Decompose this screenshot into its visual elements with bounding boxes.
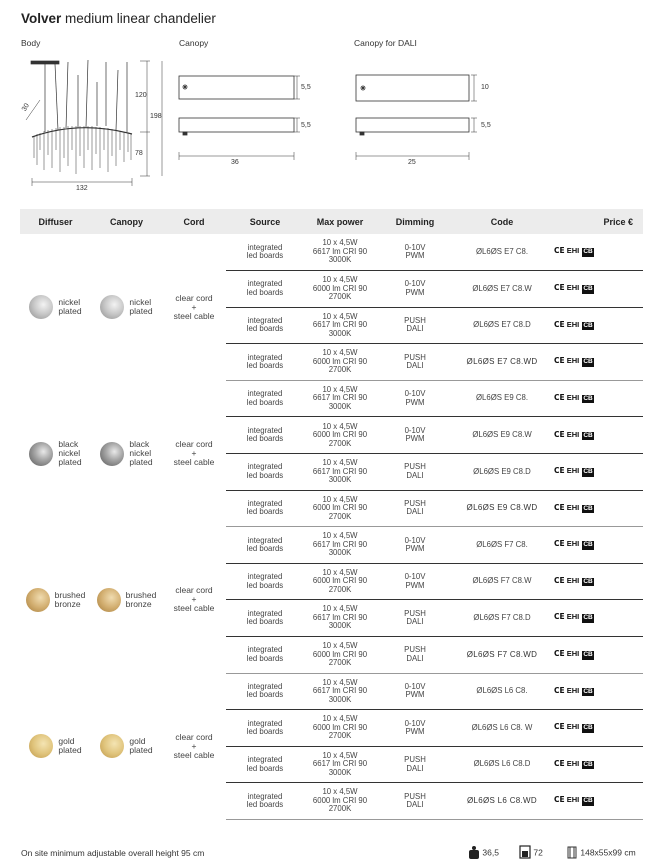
canopy-finish-swatch [100, 442, 124, 466]
eac-mark: EHI [566, 502, 580, 512]
dim-body-width: 132 [76, 185, 88, 192]
max-power-cell: 10 x 4,5W 6000 lm CRI 90 2700K [304, 417, 376, 454]
product-code: ØL6ØS E7 C8.WD [454, 344, 550, 381]
ce-mark: CE [554, 283, 565, 293]
dimming-cell: 0-10V PWM [376, 563, 454, 600]
canopy-finish-swatch [100, 734, 124, 758]
product-code: ØL6ØS F7 C8.WD [454, 637, 550, 674]
source-cell: integrated led boards [226, 380, 304, 417]
max-power-cell: 10 x 4,5W 6617 lm CRI 90 3000K [304, 307, 376, 344]
max-power-cell: 10 x 4,5W 6617 lm CRI 90 3000K [304, 380, 376, 417]
certification-marks [550, 637, 643, 674]
dimming-cell: 0-10V PWM [376, 710, 454, 747]
ce-mark: CE [554, 429, 565, 439]
max-power-cell: 10 x 4,5W 6617 lm CRI 90 3000K [304, 454, 376, 491]
max-power-cell: 10 x 4,5W 6000 lm CRI 90 2700K [304, 271, 376, 308]
product-code: ØL6ØS E9 C8.W [454, 417, 550, 454]
certification-marks [550, 344, 643, 381]
chandelier-drawing [26, 60, 162, 186]
body-drawing-label: Body [21, 38, 41, 48]
certification-marks [550, 234, 643, 271]
dimming-cell: 0-10V PWM [376, 271, 454, 308]
package-info [566, 845, 636, 861]
source-cell: integrated led boards [226, 344, 304, 381]
cord-cell: clear cord + steel cable [173, 292, 215, 321]
product-code: ØL6ØS E9 C8.D [454, 454, 550, 491]
max-power-cell: 10 x 4,5W 6000 lm CRI 90 2700K [304, 563, 376, 600]
dim-canopy-width: 36 [231, 159, 239, 166]
source-cell: integrated led boards [226, 490, 304, 527]
product-code: ØL6ØS L6 C8.WD [454, 783, 550, 820]
product-code: ØL6ØS E7 C8.D [454, 307, 550, 344]
dim-canopy-h1: 5,5 [301, 84, 311, 91]
diffuser-cell [20, 673, 91, 819]
ce-mark: CE [554, 246, 565, 256]
product-code: ØL6ØS F7 C8.W [454, 563, 550, 600]
cb-mark: CB [583, 394, 593, 402]
ce-mark: CE [554, 758, 565, 768]
cb-mark: CB [583, 248, 593, 256]
eac-mark: EHI [566, 246, 580, 256]
certification-marks [550, 417, 643, 454]
certification-marks [550, 490, 643, 527]
table-row [20, 380, 643, 417]
ce-mark: CE [554, 392, 565, 402]
dim-canopy-dali-h1: 10 [481, 84, 489, 91]
eac-mark: EHI [566, 612, 580, 622]
eac-mark: EHI [566, 319, 580, 329]
source-cell: integrated led boards [226, 417, 304, 454]
max-power-cell: 10 x 4,5W 6617 lm CRI 90 3000K [304, 600, 376, 637]
product-code: ØL6ØS F7 C8. [454, 527, 550, 564]
diffuser-finish-label: black nickel plated [58, 439, 82, 468]
canopy-drawing [179, 76, 300, 160]
dimming-cell: PUSH DALI [376, 783, 454, 820]
weight-icon [468, 845, 480, 861]
ce-mark: CE [554, 356, 565, 366]
dimming-cell: PUSH DALI [376, 307, 454, 344]
table-row [20, 234, 643, 271]
dimming-cell: PUSH DALI [376, 490, 454, 527]
table-header-row [20, 209, 643, 234]
eac-mark: EHI [566, 758, 580, 768]
dimming-cell: PUSH DALI [376, 600, 454, 637]
cord-cell: clear cord + steel cable [173, 439, 215, 468]
cord-cell: clear cord + steel cable [173, 585, 215, 614]
ce-mark: CE [554, 685, 565, 695]
canopy-drawing-label: Canopy [179, 38, 209, 48]
product-table-body [20, 234, 643, 820]
source-cell: integrated led boards [226, 600, 304, 637]
canopy-finish-label: black nickel plated [129, 439, 153, 468]
canopy-cell [91, 673, 162, 819]
dimming-cell: PUSH DALI [376, 344, 454, 381]
canopy-dali-drawing [356, 75, 477, 160]
col-header-max-power: Max power [304, 209, 376, 234]
ce-mark: CE [554, 649, 565, 659]
cord-cell: clear cord + steel cable [173, 731, 215, 760]
dim-canopy-dali-width: 25 [408, 159, 416, 166]
technical-drawings [0, 0, 645, 200]
cb-mark: CB [583, 760, 593, 768]
canopy-finish-label: nickel plated [129, 297, 153, 317]
ce-mark: CE [554, 795, 565, 805]
table-row [20, 673, 643, 710]
cb-mark: CB [583, 577, 593, 585]
col-header-diffuser: Diffuser [20, 209, 91, 234]
dimming-cell: 0-10V PWM [376, 234, 454, 271]
max-power-cell: 10 x 4,5W 6000 lm CRI 90 2700K [304, 637, 376, 674]
max-power-cell: 10 x 4,5W 6000 lm CRI 90 2700K [304, 344, 376, 381]
ce-mark: CE [554, 502, 565, 512]
col-header-source: Source [226, 209, 304, 234]
product-code: ØL6ØS E9 C8. [454, 380, 550, 417]
dim-cable: 120 [135, 92, 147, 99]
dim-canopy-h2: 5,5 [301, 122, 311, 129]
canopy-finish-swatch [100, 295, 124, 319]
dim-body-height: 78 [135, 150, 143, 157]
table-row [20, 527, 643, 564]
product-code: ØL6ØS E7 C8. [454, 234, 550, 271]
source-cell: integrated led boards [226, 271, 304, 308]
volume-value: 72 [533, 847, 543, 858]
cb-mark: CB [583, 614, 593, 622]
canopy-finish-swatch [97, 588, 121, 612]
product-code: ØL6ØS L6 C8. W [454, 710, 550, 747]
diffuser-cell [20, 234, 91, 380]
cb-mark: CB [583, 541, 593, 549]
diffuser-finish-swatch [26, 588, 50, 612]
max-power-cell: 10 x 4,5W 6000 lm CRI 90 2700K [304, 710, 376, 747]
cb-mark: CB [583, 285, 593, 293]
eac-mark: EHI [566, 795, 580, 805]
cb-mark: CB [583, 797, 593, 805]
eac-mark: EHI [566, 429, 580, 439]
col-header-price: Price € [550, 209, 643, 234]
max-power-cell: 10 x 4,5W 6000 lm CRI 90 2700K [304, 783, 376, 820]
weight-info [468, 845, 499, 861]
source-cell: integrated led boards [226, 307, 304, 344]
cb-mark: CB [583, 358, 593, 366]
eac-mark: EHI [566, 575, 580, 585]
source-cell: integrated led boards [226, 746, 304, 783]
source-cell: integrated led boards [226, 783, 304, 820]
col-header-dimming: Dimming [376, 209, 454, 234]
dimming-cell: PUSH DALI [376, 454, 454, 491]
certification-marks [550, 746, 643, 783]
cb-mark: CB [583, 724, 593, 732]
dimming-cell: 0-10V PWM [376, 417, 454, 454]
max-power-cell: 10 x 4,5W 6617 lm CRI 90 3000K [304, 234, 376, 271]
canopy-cell [91, 527, 162, 673]
product-code: ØL6ØS L6 C8. [454, 673, 550, 710]
product-code: ØL6ØS L6 C8.D [454, 746, 550, 783]
diffuser-finish-label: gold plated [58, 736, 82, 756]
canopy-dali-drawing-label: Canopy for DALI [354, 38, 417, 48]
ce-mark: CE [554, 722, 565, 732]
volume-info [519, 845, 543, 861]
certification-marks [550, 454, 643, 491]
eac-mark: EHI [566, 392, 580, 402]
certification-marks [550, 271, 643, 308]
eac-mark: EHI [566, 539, 580, 549]
source-cell: integrated led boards [226, 527, 304, 564]
source-cell: integrated led boards [226, 563, 304, 600]
footer-note: On site minimum adjustable overall height 95 cm [21, 848, 205, 858]
col-header-cord: Cord [162, 209, 226, 234]
certification-marks [550, 783, 643, 820]
cb-mark: CB [583, 431, 593, 439]
ce-mark: CE [554, 319, 565, 329]
source-cell: integrated led boards [226, 454, 304, 491]
diffuser-cell [20, 527, 91, 673]
dim-canopy-dali-h2: 5,5 [481, 122, 491, 129]
dimming-cell: PUSH DALI [376, 746, 454, 783]
canopy-finish-label: brushed bronze [125, 589, 157, 609]
page-title: Volver medium linear chandelier [21, 11, 216, 26]
product-code: ØL6ØS F7 C8.D [454, 600, 550, 637]
eac-mark: EHI [566, 283, 580, 293]
dim-height-total: 198 [150, 113, 162, 120]
canopy-cell [91, 234, 162, 380]
max-power-cell: 10 x 4,5W 6617 lm CRI 90 3000K [304, 746, 376, 783]
diffuser-finish-label: brushed bronze [54, 589, 86, 609]
col-header-canopy: Canopy [91, 209, 162, 234]
dimming-cell: 0-10V PWM [376, 527, 454, 564]
ce-mark: CE [554, 612, 565, 622]
canopy-finish-label: gold plated [129, 736, 153, 756]
eac-mark: EHI [566, 649, 580, 659]
product-code: ØL6ØS E7 C8.W [454, 271, 550, 308]
source-cell: integrated led boards [226, 673, 304, 710]
eac-mark: EHI [566, 356, 580, 366]
dimming-cell: PUSH DALI [376, 637, 454, 674]
certification-marks [550, 527, 643, 564]
eac-mark: EHI [566, 722, 580, 732]
box-volume-icon [519, 845, 531, 861]
product-table [20, 209, 643, 820]
certification-marks [550, 307, 643, 344]
cb-mark: CB [583, 468, 593, 476]
col-header-code: Code [454, 209, 550, 234]
source-cell: integrated led boards [226, 637, 304, 674]
max-power-cell: 10 x 4,5W 6617 lm CRI 90 3000K [304, 527, 376, 564]
weight-value: 36,5 [482, 847, 499, 858]
eac-mark: EHI [566, 685, 580, 695]
ce-mark: CE [554, 575, 565, 585]
source-cell: integrated led boards [226, 234, 304, 271]
dimming-cell: 0-10V PWM [376, 380, 454, 417]
certification-marks [550, 563, 643, 600]
source-cell: integrated led boards [226, 710, 304, 747]
diffuser-finish-swatch [29, 295, 53, 319]
product-code: ØL6ØS E9 C8.WD [454, 490, 550, 527]
dimming-cell: 0-10V PWM [376, 673, 454, 710]
max-power-cell: 10 x 4,5W 6617 lm CRI 90 3000K [304, 673, 376, 710]
package-icon [566, 845, 578, 861]
certification-marks [550, 673, 643, 710]
canopy-cell [91, 380, 162, 526]
package-value: 148x55x99 cm [580, 847, 636, 858]
eac-mark: EHI [566, 466, 580, 476]
cb-mark: CB [583, 651, 593, 659]
certification-marks [550, 600, 643, 637]
diffuser-finish-swatch [29, 442, 53, 466]
certification-marks [550, 380, 643, 417]
dim-body-depth: 30 [20, 102, 31, 113]
certification-marks [550, 710, 643, 747]
cb-mark: CB [583, 504, 593, 512]
diffuser-finish-swatch [29, 734, 53, 758]
ce-mark: CE [554, 539, 565, 549]
max-power-cell: 10 x 4,5W 6000 lm CRI 90 2700K [304, 490, 376, 527]
diffuser-cell [20, 380, 91, 526]
ce-mark: CE [554, 466, 565, 476]
cb-mark: CB [583, 687, 593, 695]
cb-mark: CB [583, 321, 593, 329]
diffuser-finish-label: nickel plated [58, 297, 82, 317]
